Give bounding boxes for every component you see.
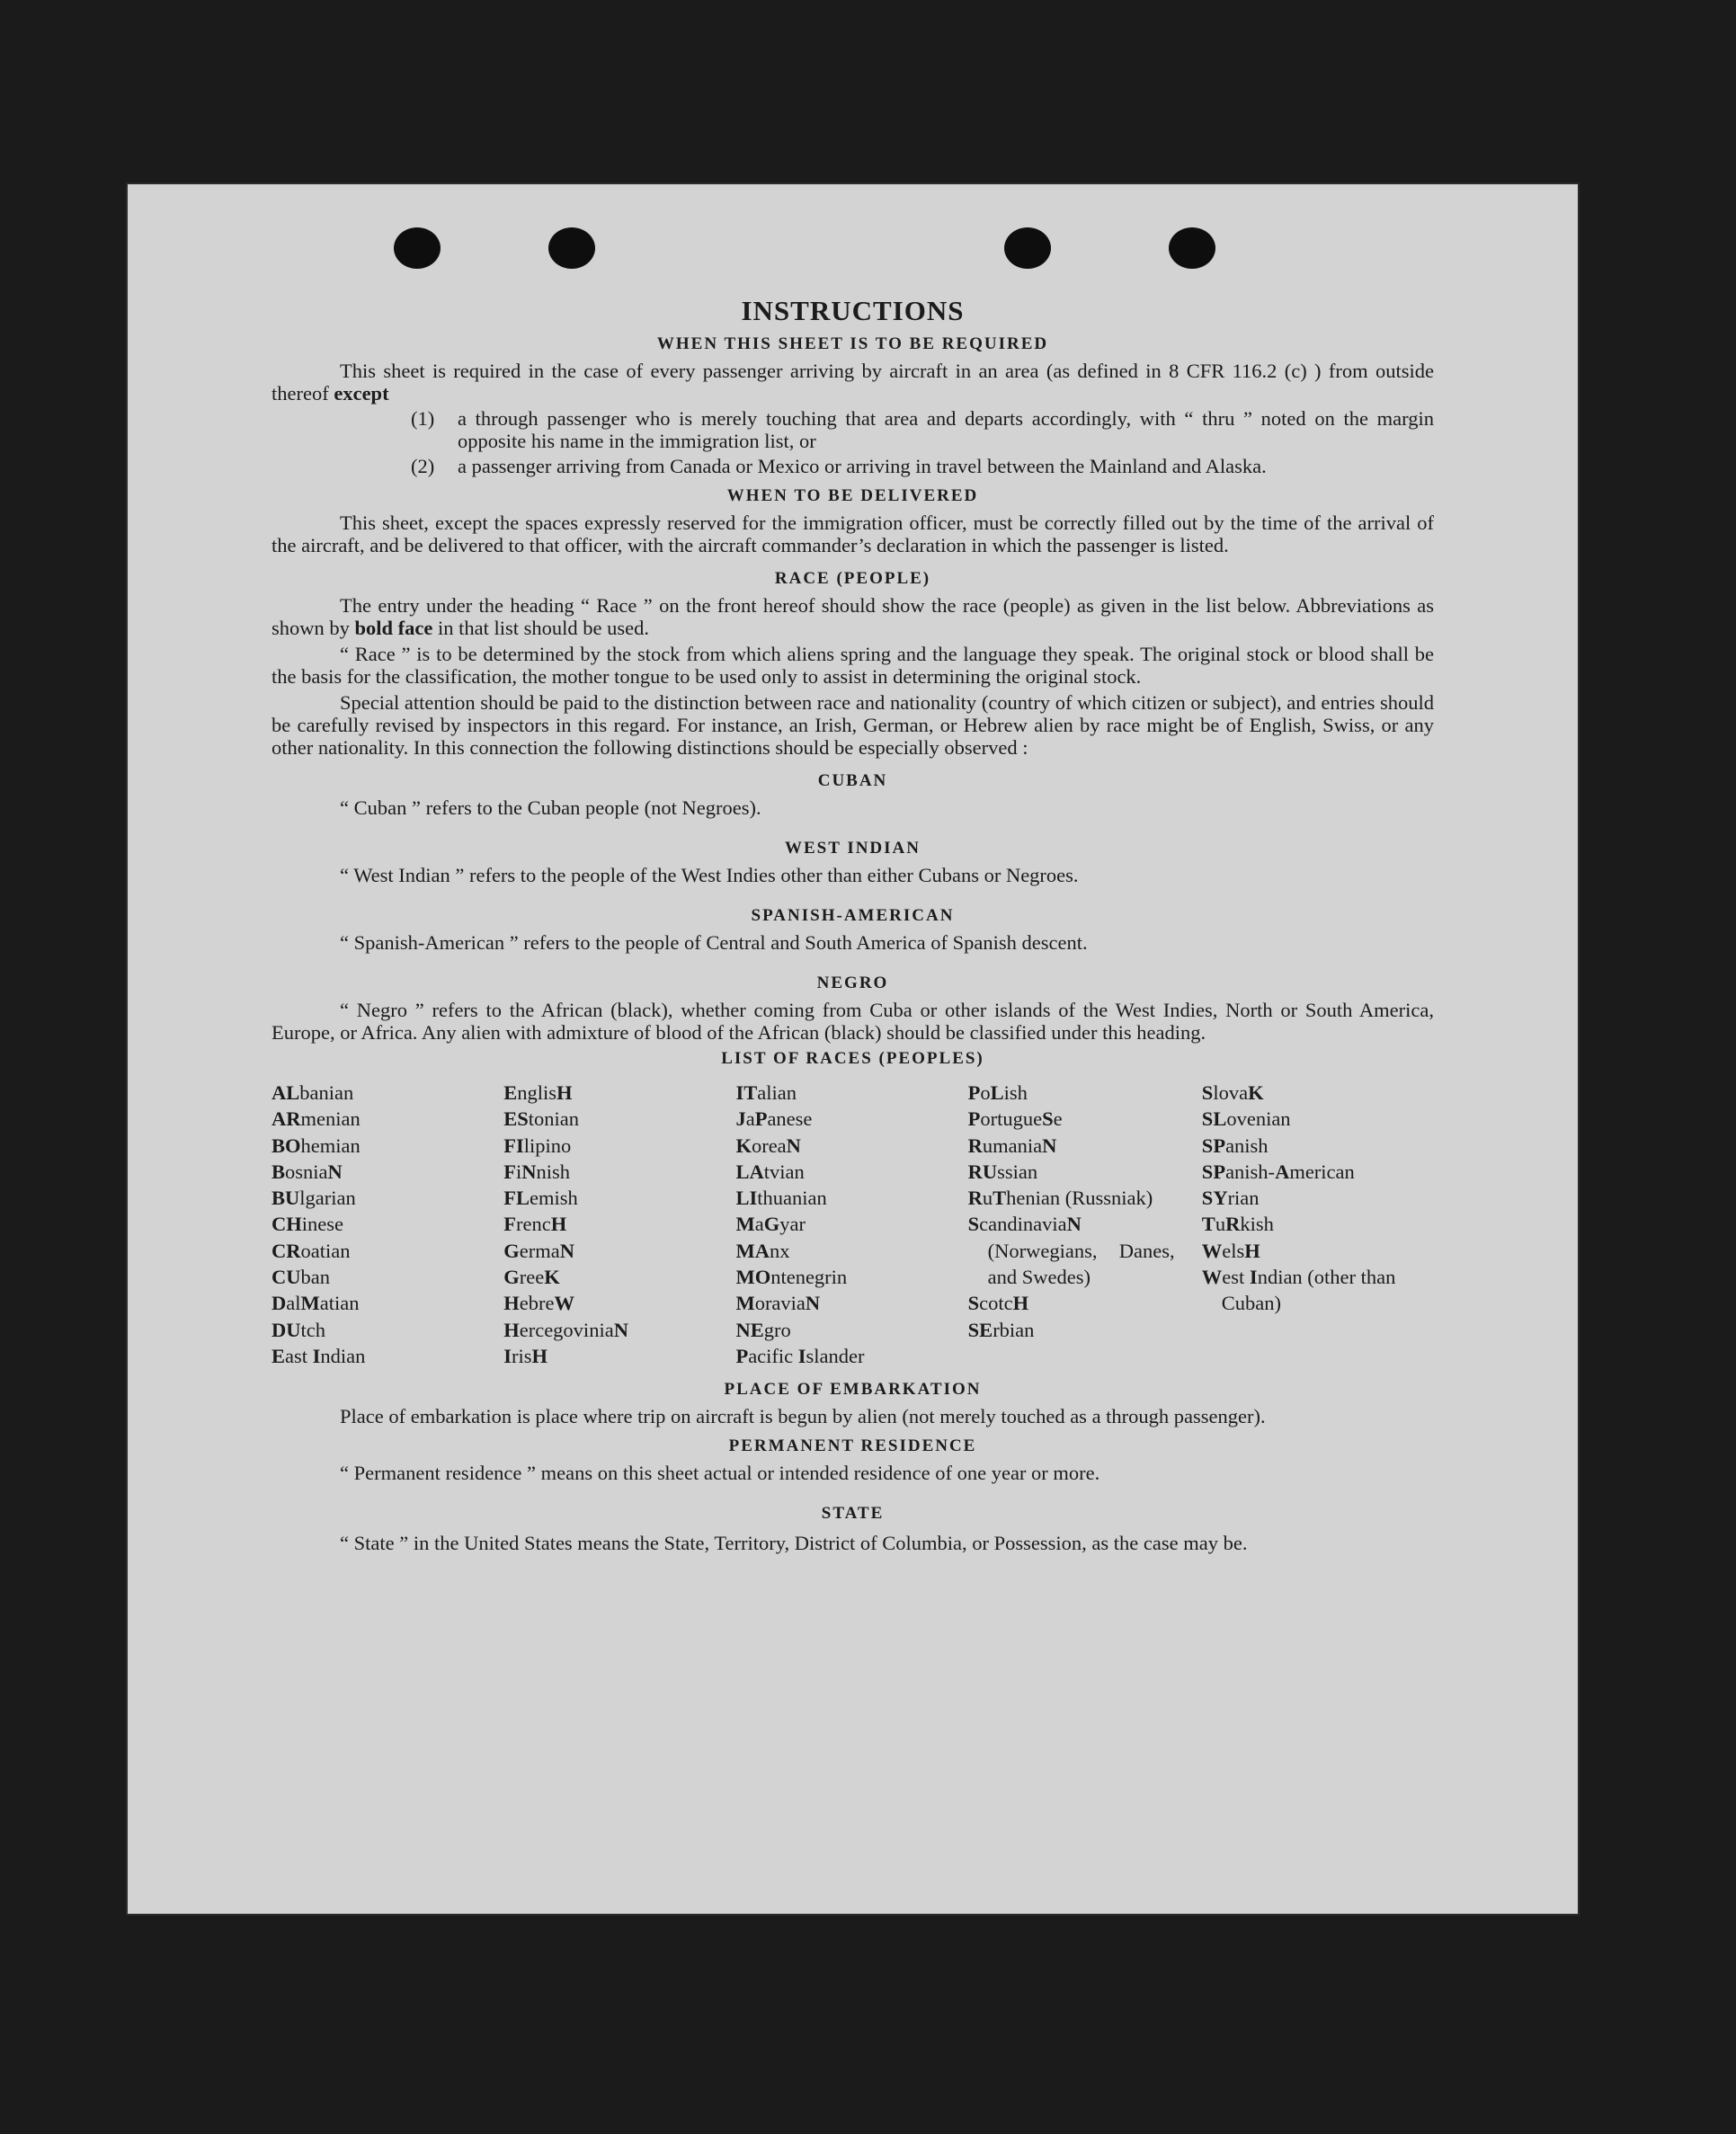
section-heading-when-delivered: WHEN TO BE DELIVERED — [726, 486, 979, 505]
race-entry: FiNnish — [503, 1160, 570, 1183]
race-entry: CHinese — [272, 1213, 343, 1236]
race-entry: FrencH — [503, 1213, 567, 1236]
race-entry: ScandinaviaN (Norwegians, Danes, and Swedes) — [967, 1213, 1175, 1289]
race-entry: FIlipino — [503, 1134, 572, 1157]
race-paragraph: The entry under the heading “ Race ” on the front hereof should show the race (people) as given in the list below. Abbreviations as shown by bold face in that list should be used. — [272, 594, 1434, 639]
race-entry: JaPanese — [735, 1107, 813, 1131]
section-heading-place-of-embarkation: PLACE OF EMBARKATION — [724, 1380, 982, 1400]
race-entry: West Indian (other than Cuban) — [1201, 1266, 1396, 1315]
race-entry: MaGyar — [735, 1213, 806, 1236]
exception-item: (2) a passenger arriving from Canada or Mexico or arriving in travel between the Mainland and Alaska. — [411, 455, 1267, 477]
race-entry: RumaniaN — [967, 1134, 1057, 1157]
spanish-american-text: “ Spanish-American ” refers to the people of Central and South America of Spanish descent. — [340, 931, 1088, 954]
race-entry: SErbian — [967, 1318, 1035, 1341]
race-entry: RUssian — [967, 1160, 1038, 1183]
race-column — [968, 1080, 1202, 1369]
race-column — [503, 1080, 735, 1369]
race-entry: EStonian — [503, 1107, 579, 1131]
section-heading-permanent-residence: PERMANENT RESIDENCE — [728, 1436, 977, 1456]
race-entry: East Indian — [272, 1344, 366, 1367]
race-entry: ARmenian — [272, 1107, 361, 1131]
when-delivered-text: This sheet, except the spaces expressly reserved for the immigration officer, must be correctly filled out by the time of the arrival of the aircraft, and be delivered to that officer, with the aircraft commander’s declaration in which the passenger is listed. — [272, 511, 1434, 556]
section-heading-race: RACE (PEOPLE) — [774, 569, 931, 588]
exception-item: (1) a through passenger who is merely touching that area and departs accordingly, with “ thru ” noted on the margin opposite his name in the immigration list, or — [411, 407, 1434, 452]
race-paragraph: “ Race ” is to be determined by the stock from which aliens spring and the language they speak. The original stock or blood shall be the basis for the classification, the mother tongue to be used only to assist in determining the original stock. — [272, 643, 1434, 688]
race-entry: KoreaN — [735, 1134, 801, 1157]
race-entry: BosniaN — [272, 1160, 343, 1183]
cuban-text: “ Cuban ” refers to the Cuban people (not Negroes). — [340, 796, 761, 819]
race-column — [1202, 1080, 1434, 1369]
section-heading-spanish-american: SPANISH-AMERICAN — [751, 906, 955, 925]
race-entry: SLovenian — [1201, 1107, 1291, 1131]
race-entry: FLemish — [503, 1187, 578, 1210]
race-entry: CUban — [272, 1266, 330, 1289]
page-title: INSTRUCTIONS — [741, 295, 965, 326]
permanent-residence-text: “ Permanent residence ” means on this sheet actual or intended residence of one year or more. — [340, 1462, 1100, 1485]
section-heading-list-of-races: LIST OF RACES (PEOPLES) — [721, 1049, 984, 1068]
race-list — [272, 1080, 1434, 1369]
race-entry: Pacific Islander — [735, 1344, 865, 1367]
section-heading-cuban: CUBAN — [817, 771, 888, 790]
race-entry: SPanish — [1201, 1134, 1269, 1157]
section-heading-state: STATE — [821, 1504, 885, 1524]
punch-hole — [548, 227, 595, 269]
race-entry: GreeK — [503, 1266, 560, 1289]
instructions-content — [272, 295, 1434, 1557]
west-indian-text: “ West Indian ” refers to the people of the West Indies other than either Cubans or Negroes. — [340, 864, 1079, 886]
race-entry: LAtvian — [735, 1160, 805, 1183]
race-entry: BUlgarian — [272, 1187, 356, 1210]
race-entry: TuRkish — [1201, 1213, 1274, 1236]
race-entry: NEgro — [735, 1318, 791, 1341]
race-entry: IrisH — [503, 1344, 548, 1367]
race-paragraph: Special attention should be paid to the distinction between race and nationality (country of which citizen or subject), and entries should be carefully revised by inspectors in this regard. For instance, an Irish, German, or Hebrew alien by race might be of English, Swiss, or any other nationality. In this connection the following distinctions should be especially observed : — [272, 691, 1434, 759]
race-entry: BOhemian — [272, 1134, 361, 1157]
race-entry: SPanish-American — [1201, 1160, 1355, 1183]
race-entry: WelsH — [1201, 1239, 1260, 1262]
race-column — [272, 1080, 503, 1369]
race-entry: ScotcH — [967, 1292, 1029, 1315]
race-entry: MAnx — [735, 1239, 790, 1262]
race-entry: EnglisH — [503, 1081, 573, 1104]
race-entry: PortugueSe — [967, 1107, 1063, 1131]
when-required-intro: This sheet is required in the case of every passenger arriving by aircraft in an area (as defined in 8 CFR 116.2 (c) ) from outside thereof except — [272, 360, 1434, 405]
race-entry: ALbanian — [272, 1081, 354, 1104]
race-entry: LIthuanian — [735, 1187, 827, 1210]
race-entry: MOntenegrin — [735, 1266, 848, 1289]
race-entry: MoraviaN — [735, 1292, 821, 1315]
race-entry: SlovaK — [1201, 1081, 1264, 1104]
race-entry: DalMatian — [272, 1292, 360, 1315]
negro-text: “ Negro ” refers to the African (black), whether coming from Cuba or other islands of the West Indies, North or South America, Europe, or Africa. Any alien with admixture of blood of the African (black) should be classified under this heading. — [272, 999, 1434, 1044]
section-heading-when-required: WHEN THIS SHEET IS TO BE REQUIRED — [656, 334, 1049, 353]
race-entry: GermaN — [503, 1239, 574, 1262]
race-entry: HercegoviniaN — [503, 1318, 628, 1341]
race-entry: ITalian — [735, 1081, 797, 1104]
race-entry: RuThenian (Russniak) — [967, 1187, 1153, 1210]
punch-hole — [1004, 227, 1051, 269]
place-of-embarkation-text: Place of embarkation is place where trip on aircraft is begun by alien (not merely touched as a through passenger). — [340, 1405, 1266, 1428]
punch-hole — [394, 227, 441, 269]
state-text: “ State ” in the United States means the State, Territory, District of Columbia, or Possession, as the case may be. — [340, 1532, 1248, 1555]
punch-hole — [1169, 227, 1215, 269]
race-entry: PoLish — [967, 1081, 1028, 1104]
document-sheet — [126, 182, 1580, 1916]
race-entry: HebreW — [503, 1292, 574, 1315]
race-column — [735, 1080, 967, 1369]
section-heading-west-indian: WEST INDIAN — [785, 839, 921, 858]
race-entry: SYrian — [1201, 1187, 1260, 1210]
race-entry: CRoatian — [272, 1239, 351, 1262]
race-entry: DUtch — [272, 1318, 325, 1341]
section-heading-negro: NEGRO — [816, 974, 889, 992]
